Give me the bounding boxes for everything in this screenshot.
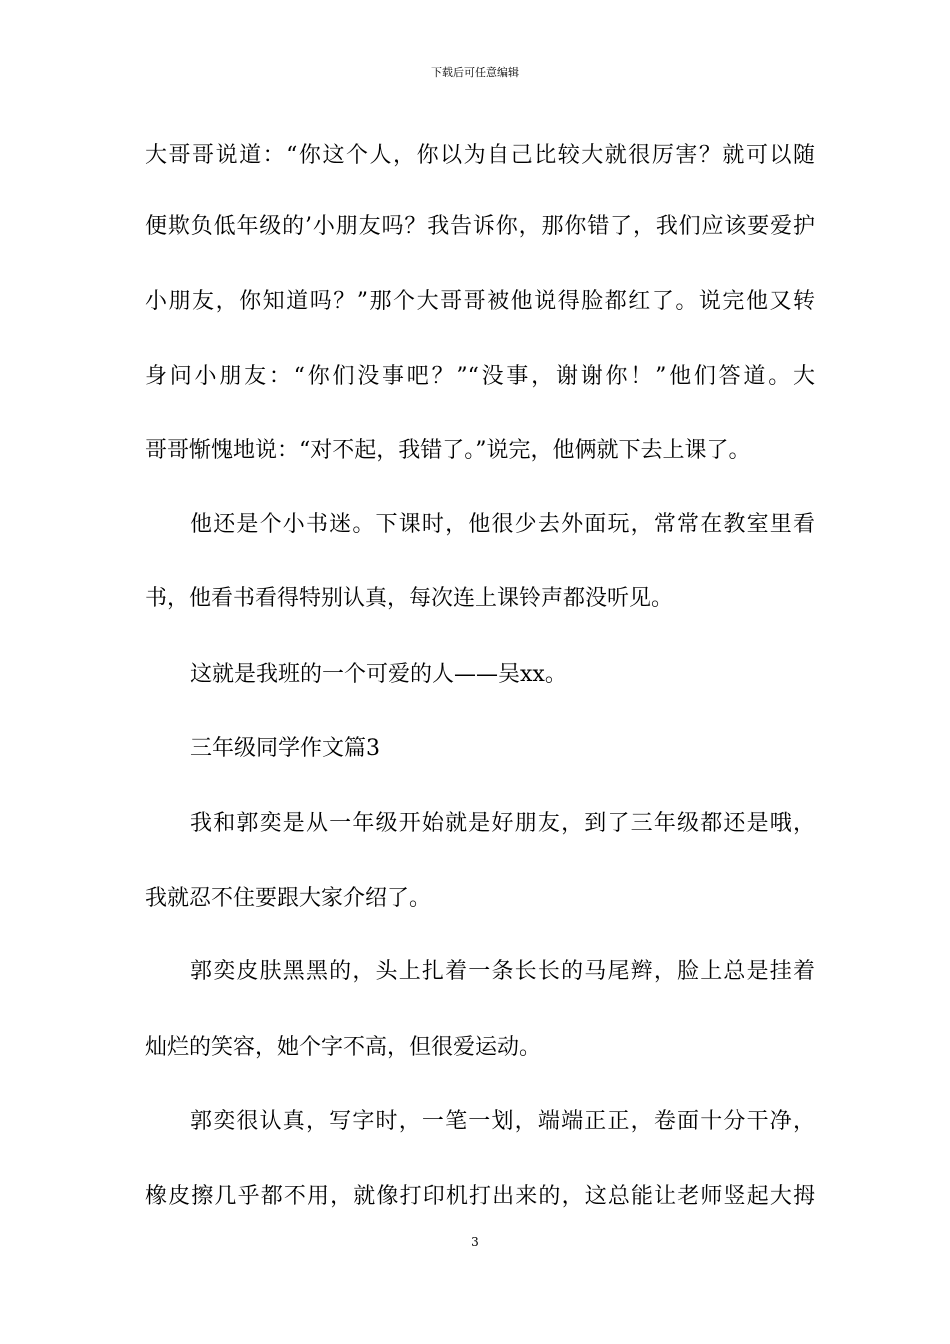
paragraph-first-line: 我和郭奕是从一年级开始就是好朋友，到了三年级都还是哦， — [190, 811, 815, 836]
text-line: 书，他看书看得特别认真，每次连上课铃声都没听见。 — [145, 586, 674, 611]
paragraph-first-line: 这就是我班的一个可爱的人——吴xx。 — [190, 662, 567, 687]
text-line: 橡皮擦几乎都不用，就像打印机打出来的，这总能让老师竖起大拇 — [145, 1184, 815, 1209]
section-heading: 三年级同学作文篇3 — [190, 736, 380, 761]
text-line: 小朋友，你知道吗？”那个大哥哥被他说得脸都红了。说完他又转 — [145, 289, 815, 314]
text-line: 我就忍不住要跟大家介绍了。 — [145, 886, 432, 911]
text-line: 灿烂的笑容，她个字不高，但很爱运动。 — [145, 1035, 542, 1060]
header-note: 下载后可任意编辑 — [431, 66, 519, 79]
paragraph-first-line: 郭奕很认真，写字时，一笔一划，端端正正，卷面十分干净， — [190, 1109, 815, 1134]
paragraph-first-line: 郭奕皮肤黑黑的，头上扎着一条长长的马尾辫，脸上总是挂着 — [190, 959, 815, 984]
text-line: 身问小朋友：“你们没事吧？”“没事，谢谢你！”他们答道。大 — [145, 364, 815, 389]
paragraph-first-line: 他还是个小书迷。下课时，他很少去外面玩，常常在教室里看 — [190, 512, 815, 537]
page-number: 3 — [471, 1235, 479, 1249]
text-line: 便欺负低年级的’小朋友吗？我告诉你，那你错了，我们应该要爱护 — [145, 214, 815, 239]
text-line: 大哥哥说道：“你这个人，你以为自己比较大就很厉害？就可以随 — [145, 143, 815, 168]
text-line: 哥哥惭愧地说：“对不起，我错了。”说完，他俩就下去上课了。 — [145, 438, 751, 463]
